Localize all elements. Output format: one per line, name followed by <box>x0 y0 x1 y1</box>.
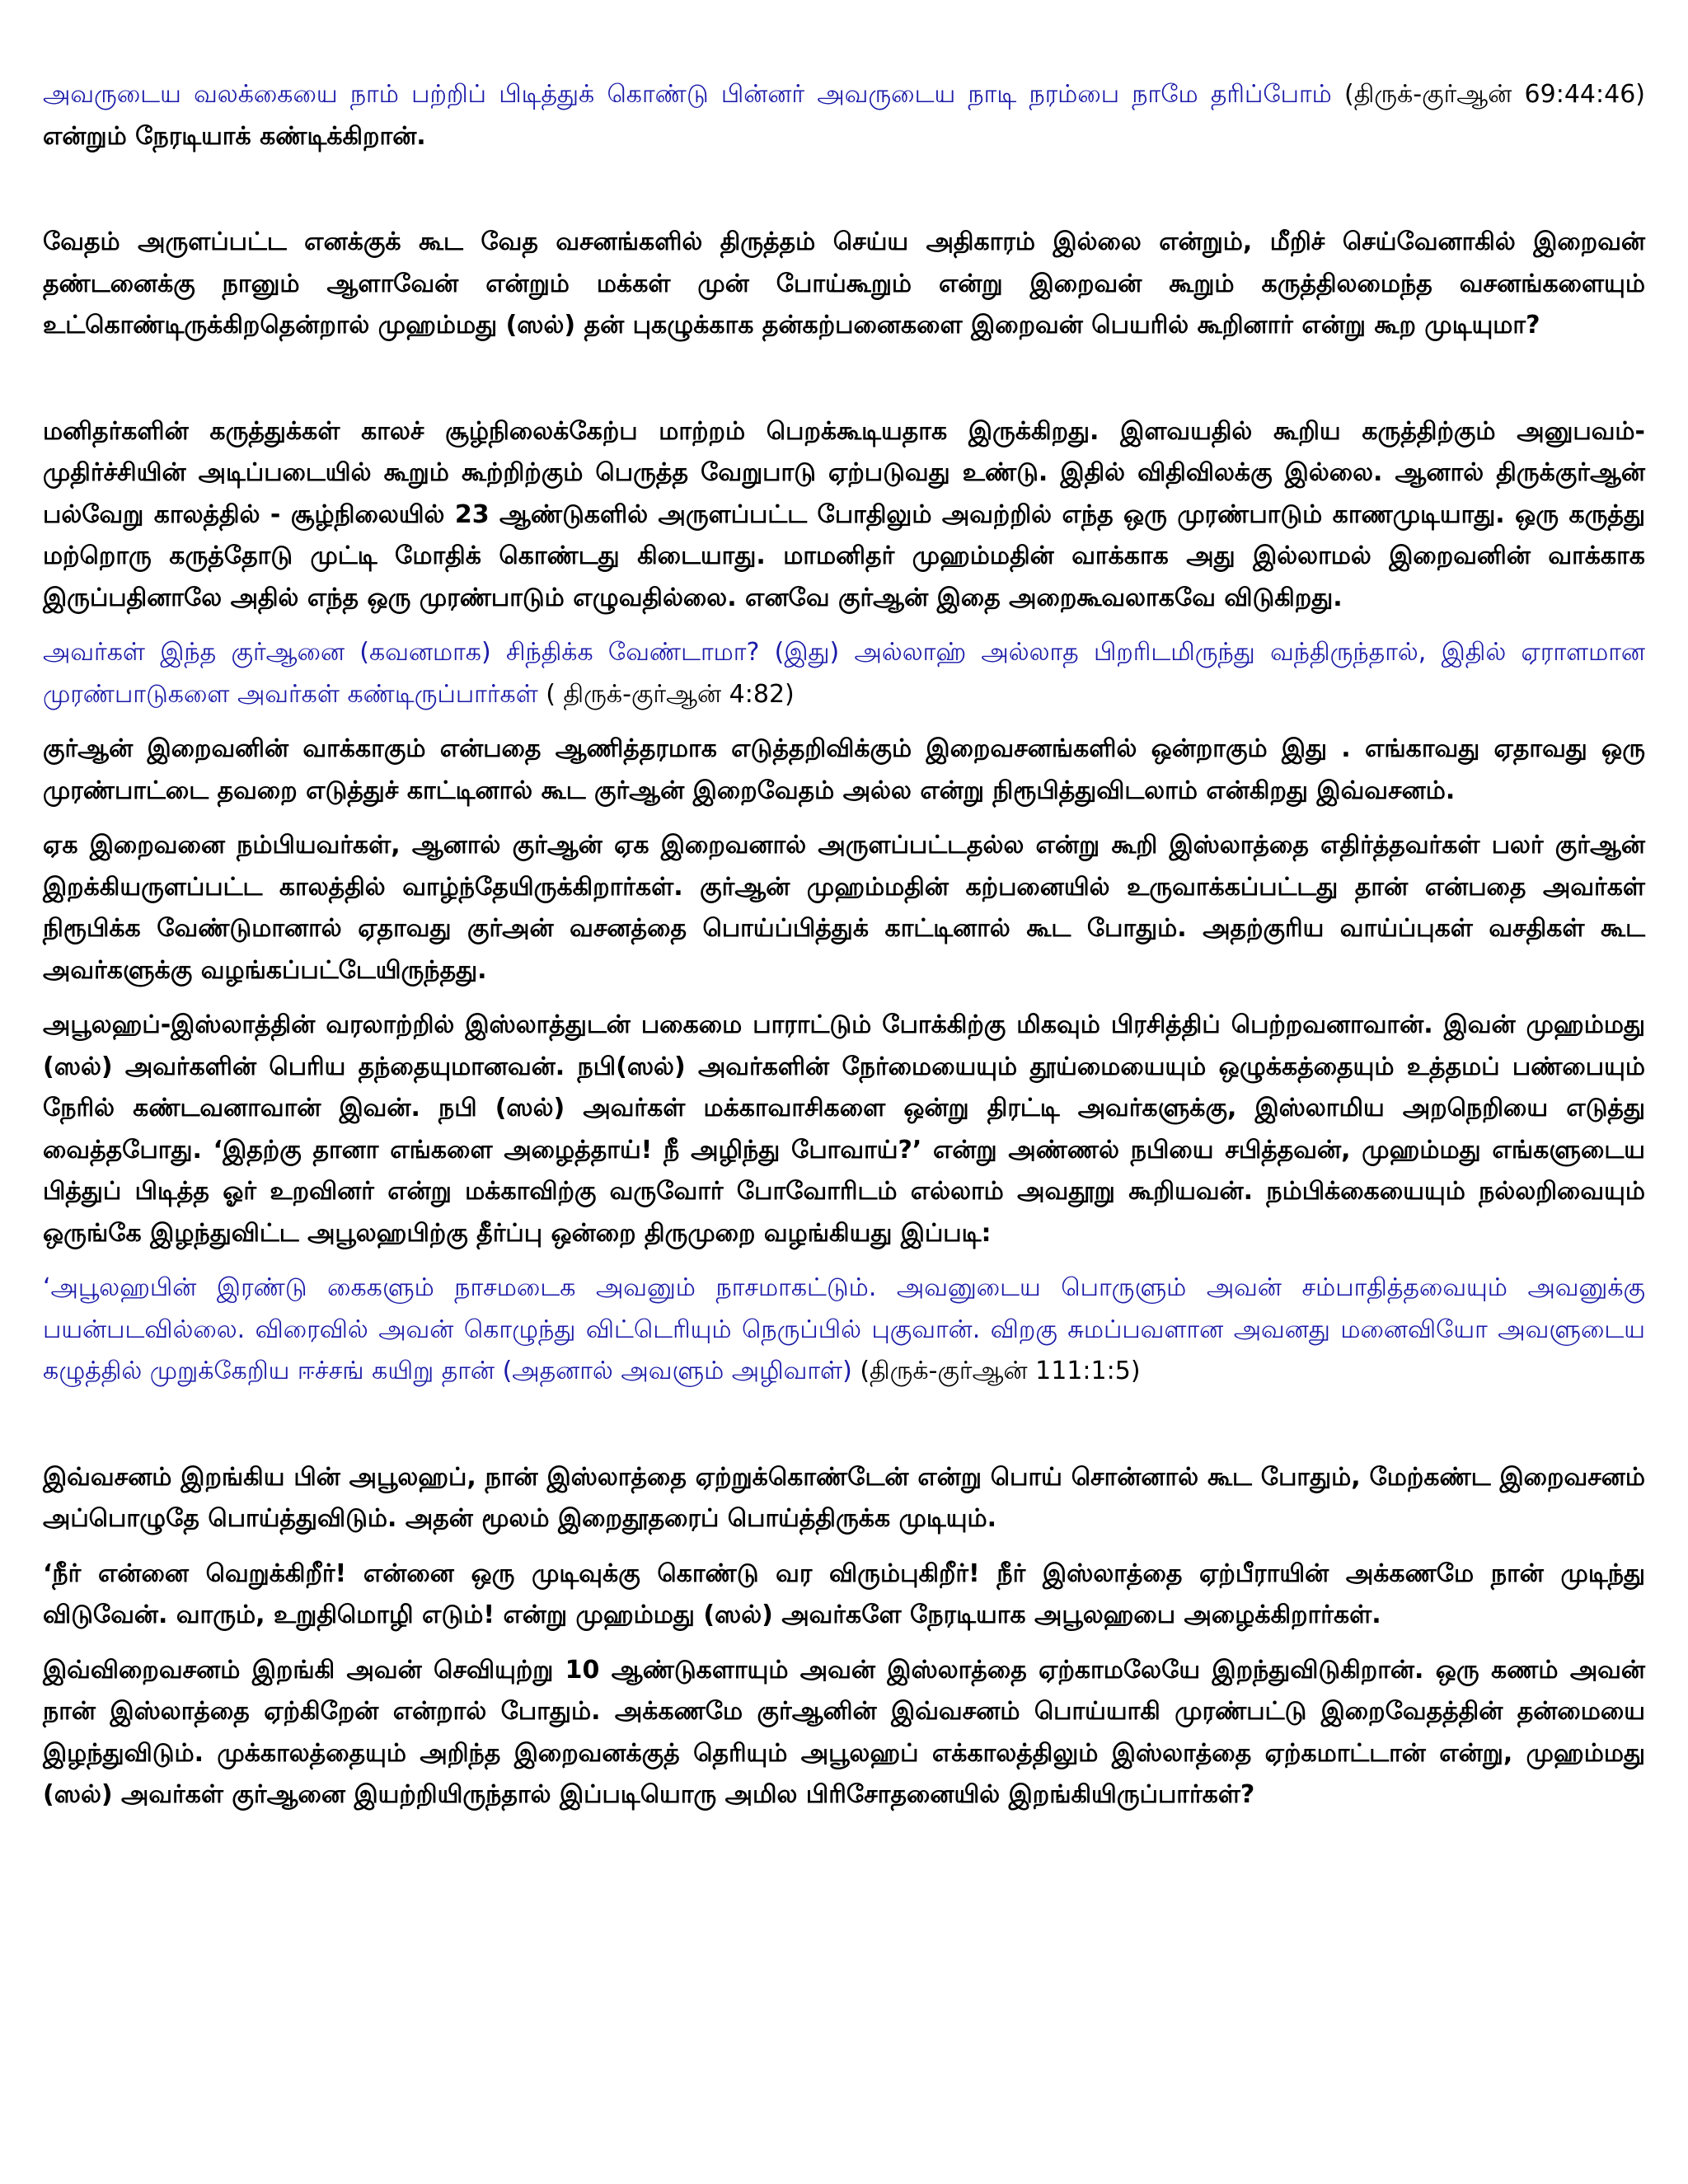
paragraph-1 <box>43 74 1645 157</box>
paragraph-11: இவ்விறைவசனம் இறங்கி அவன் செவியுற்று 10 ஆண்டுகளாயும் அவன் இஸ்லாத்தை ஏற்காமலேயே இறந்துவிடுகிறான். ஒரு கணம் அவன் நான் இஸ்லாத்தை ஏற்கிறேன் என்றால் போதும். அக்கணமே குர்ஆனின் இவ்வசனம் பொய்யாகி முரண்பட்டு இறைவேதத்தின் தன்மையை இழந்துவிடும். முக்காலத்தையும் அறிந்த இறைவனக்குத் தெரியும் அபூலஹப் எக்காலத்திலும் இஸ்லாத்தை ஏற்கமாட்டான் என்று, முஹம்மது (ஸல்) அவர்கள் குர்ஆனை இயற்றியிருந்தால் இப்படியொரு அமில பிரிசோதனையில் இறங்கியிருப்பார்கள்? <box>43 1655 1645 1809</box>
quran-reference: (திருக்-குர்ஆன் 111:1:5) <box>851 1357 1141 1385</box>
paragraph-6: ஏக இறைவனை நம்பியவர்கள், ஆனால் குர்ஆன் ஏக இறைவனால் அருளப்பட்டதல்ல என்று கூறி இஸ்லாத்தை எதிர்த்தவர்கள் பலர் குர்ஆன் இறக்கியருளப்பட்ட காலத்தில் வாழ்ந்தேயிருக்கிறார்கள். குர்ஆன் முஹம்மதின் கற்பனையில் உருவாக்கப்பட்டது தான் என்பதை அவர்கள் நிரூபிக்க வேண்டுமானால் ஏதாவது குர்அன் வசனத்தை பொய்ப்பித்துக் காட்டினால் கூட போதும். அதற்குரிய வாய்ப்புகள் வசதிகள் கூட அவர்களுக்கு வழங்கப்பட்டேயிருந்தது. <box>43 831 1645 985</box>
paragraph-9: இவ்வசனம் இறங்கிய பின் அபூலஹப், நான் இஸ்லாத்தை ஏற்றுக்கொண்டேன் என்று பொய் சொன்னால் கூட போதும், மேற்கண்ட இறைவசனம் அப்பொழுதே பொய்த்துவிடும். அதன் மூலம் இறைதூதரைப் பொய்த்திருக்க முடியும். <box>43 1462 1645 1533</box>
paragraph-3: மனிதர்களின் கருத்துக்கள் காலச் சூழ்நிலைக்கேற்ப மாற்றம் பெறக்கூடியதாக இருக்கிறது. இளவயதில் கூறிய கருத்திற்கும் அனுபவம்- முதிர்ச்சியின் அடிப்படையில் கூறும் கூற்றிற்கும் பெருத்த வேறுபாடு ஏற்படுவது உண்டு. இதில் விதிவிலக்கு இல்லை. ஆனால் திருக்குர்ஆன் பல்வேறு காலத்தில் - சூழ்நிலையில் 23 ஆண்டுகளில் அருளப்பட்ட போதிலும் அவற்றில் எந்த ஒரு முரண்பாடும் காணமுடியாது. ஒரு கருத்து மற்றொரு கருத்தோடு முட்டி மோதிக் கொண்டது கிடையாது. மாமனிதர் முஹம்மதின் வாக்காக அது இல்லாமல் இறைவனின் வாக்காக இருப்பதினாலே அதில் எந்த ஒரு முரண்பாடும் எழுவதில்லை. எனவே குர்ஆன் இதை அறைகூவலாகவே விடுகிறது. <box>43 416 1645 612</box>
quran-quote: ‘அபூலஹபின் இரண்டு கைகளும் நாசமடைக அவனும் நாசமாகட்டும். அவனுடைய பொருளும் அவன் சம்பாதித்தவையும் அவனுக்கு பயன்படவில்லை. விரைவில் அவன் கொழுந்து விட்டெரியும் நெருப்பில் புகுவான். விறகு சுமப்பவளான அவனது மனைவியோ அவளுடைய கழுத்தில் முறுக்கேறிய ஈச்சங் கயிறு தான் (அதனால் அவளும் அழிவாள்) <box>43 1273 1645 1385</box>
paragraph-4 <box>43 632 1645 715</box>
paragraph-tail: என்றும் நேரடியாக் கண்டிக்கிறான். <box>43 121 426 151</box>
quran-reference: ( திருக்-குர்ஆன் 4:82) <box>537 679 795 709</box>
quran-quote: அவருடைய வலக்கையை நாம் பற்றிப் பிடித்துக் கொண்டு பின்னர் அவருடைய நாடி நரம்பை நாமே தரிப்போம் <box>43 80 1332 109</box>
paragraph-5: குர்ஆன் இறைவனின் வாக்காகும் என்பதை ஆணித்தரமாக எடுத்தறிவிக்கும் இறைவசனங்களில் ஒன்றாகும் இது . எங்காவது ஏதாவது ஒரு முரண்பாட்டை தவறை எடுத்துச் காட்டினால் கூட குர்ஆன் இறைவேதம் அல்ல என்று நிரூபித்துவிடலாம் என்கிறது இவ்வசனம். <box>43 734 1645 805</box>
quran-reference: (திருக்-குர்ஆன் 69:44:46) <box>1331 80 1645 109</box>
paragraph-8 <box>43 1268 1645 1393</box>
quran-quote: அவர்கள் இந்த குர்ஆனை (கவனமாக) சிந்திக்க வேண்டாமா? (இது) அல்லாஹ் அல்லாத பிறரிடமிருந்து வந்திருந்தால், இதில் ஏராளமான முரண்பாடுகளை அவர்கள் கண்டிருப்பார்கள் <box>43 638 1645 709</box>
paragraph-2: வேதம் அருளப்பட்ட எனக்குக் கூட வேத வசனங்களில் திருத்தம் செய்ய அதிகாரம் இல்லை என்றும், மீறிச் செய்வேனாகில் இறைவன் தண்டனைக்கு நானும் ஆளாவேன் என்றும் மக்கள் முன் போய்கூறும் என்று இறைவன் கூறும் கருத்திலமைந்த வசனங்களையும் உட்கொண்டிருக்கிறதென்றால் முஹம்மது (ஸல்) தன் புகழுக்காக தன்கற்பனைகளை இறைவன் பெயரில் கூறினார் என்று கூற முடியுமா? <box>43 227 1645 340</box>
paragraph-10: ‘நீர் என்னை வெறுக்கிறீர்! என்னை ஒரு முடிவுக்கு கொண்டு வர விரும்புகிறீர்! நீர் இஸ்லாத்தை ஏற்பீராயின் அக்கணமே நான் முடிந்து விடுவேன். வாரும், உறுதிமொழி எடும்! என்று முஹம்மது (ஸல்) அவர்களே நேரடியாக அபூலஹபை அழைக்கிறார்கள். <box>43 1558 1645 1629</box>
document-page <box>43 74 1645 1816</box>
paragraph-7: அபூலஹப்-இஸ்லாத்தின் வரலாற்றில் இஸ்லாத்துடன் பகைமை பாராட்டும் போக்கிற்கு மிகவும் பிரசித்திப் பெற்றவனாவான். இவன் முஹம்மது (ஸல்) அவர்களின் பெரிய தந்தையுமானவன். நபி(ஸல்) அவர்களின் நேர்மையையும் தூய்மையையும் ஒழுக்கத்தையும் உத்தமப் பண்பையும் நேரில் கண்டவனாவான் இவன். நபி (ஸல்) அவர்கள் மக்காவாசிகளை ஒன்று திரட்டி அவர்களுக்கு, இஸ்லாமிய அறநெறியை எடுத்து வைத்தபோது. ‘இதற்கு தானா எங்களை அழைத்தாய்! நீ அழிந்து போவாய்?’ என்று அண்ணல் நபியை சபித்தவன், முஹம்மது எங்களுடைய பித்துப் பிடித்த ஓர் உறவினர் என்று மக்காவிற்கு வருவோர் போவோரிடம் எல்லாம் அவதூறு கூறியவன். நம்பிக்கையையும் நல்லறிவையும் ஒருங்கே இழந்துவிட்ட அபூலஹபிற்கு தீர்ப்பு ஒன்றை திருமுறை வழங்கியது இப்படி: <box>43 1010 1645 1248</box>
